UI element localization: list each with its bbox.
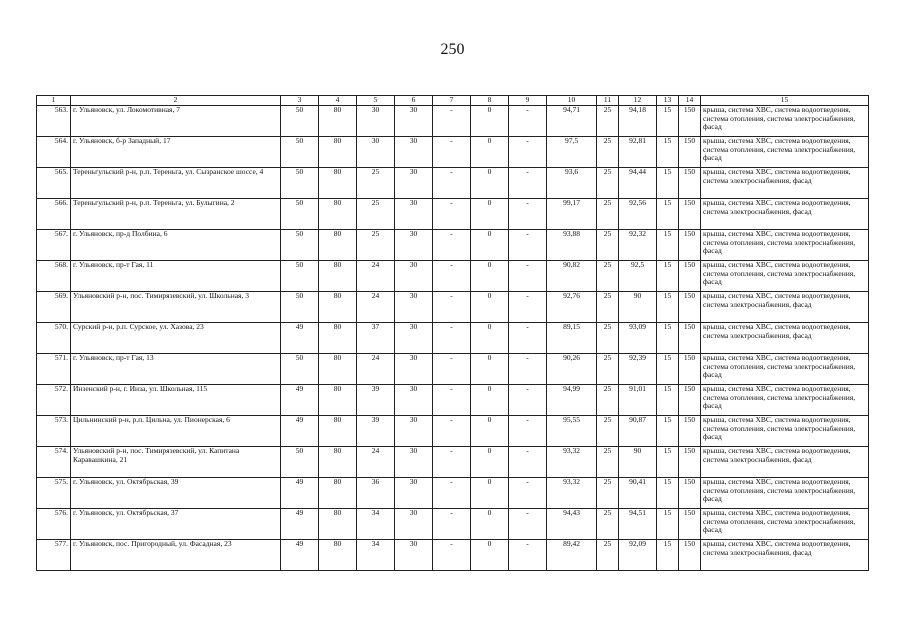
value-cell: -	[433, 230, 471, 261]
address-cell: г. Ульяновск, ул. Октябрьская, 39	[71, 478, 281, 509]
value-cell: 80	[319, 323, 357, 354]
value-cell: 30	[395, 540, 433, 571]
value-cell: 92,5	[619, 261, 657, 292]
value-cell: 89,15	[547, 323, 597, 354]
value-cell: 90,41	[619, 478, 657, 509]
works-cell: крыша, система ХВС, система водоотведения, система отопления, система электроснабжения, фасад	[701, 416, 869, 447]
value-cell: -	[433, 540, 471, 571]
value-cell: 15	[657, 137, 679, 168]
value-cell: -	[433, 447, 471, 478]
value-cell: -	[509, 509, 547, 540]
value-cell: 80	[319, 261, 357, 292]
value-cell: 49	[281, 478, 319, 509]
row-number: 575.	[37, 478, 71, 509]
value-cell: -	[509, 261, 547, 292]
value-cell: 93,09	[619, 323, 657, 354]
value-cell: 50	[281, 168, 319, 199]
value-cell: 0	[471, 385, 509, 416]
value-cell: 80	[319, 354, 357, 385]
value-cell: 15	[657, 447, 679, 478]
works-cell: крыша, система ХВС, система водоотведения, система отопления, система электроснабжения, фасад	[701, 230, 869, 261]
value-cell: 0	[471, 230, 509, 261]
value-cell: -	[509, 447, 547, 478]
value-cell: 30	[395, 137, 433, 168]
value-cell: 15	[657, 385, 679, 416]
value-cell: 150	[679, 323, 701, 354]
value-cell: 30	[395, 385, 433, 416]
value-cell: 80	[319, 447, 357, 478]
value-cell: 93,6	[547, 168, 597, 199]
row-number: 571.	[37, 354, 71, 385]
value-cell: 150	[679, 385, 701, 416]
column-header: 2	[71, 96, 281, 106]
value-cell: 25	[597, 106, 619, 137]
address-cell: г. Ульяновск, пр-д Полбина, 6	[71, 230, 281, 261]
value-cell: -	[433, 509, 471, 540]
value-cell: 80	[319, 540, 357, 571]
value-cell: 0	[471, 323, 509, 354]
value-cell: 15	[657, 168, 679, 199]
value-cell: -	[509, 478, 547, 509]
row-number: 576.	[37, 509, 71, 540]
value-cell: 30	[395, 261, 433, 292]
value-cell: -	[509, 354, 547, 385]
value-cell: 0	[471, 354, 509, 385]
works-cell: крыша, система ХВС, система водоотведения, система электроснабжения, фасад	[701, 447, 869, 478]
value-cell: 24	[357, 354, 395, 385]
value-cell: 93,32	[547, 478, 597, 509]
row-number: 574.	[37, 447, 71, 478]
value-cell: 0	[471, 106, 509, 137]
value-cell: 25	[597, 323, 619, 354]
works-cell: крыша, система ХВС, система водоотведения, система отопления, система электроснабжения, фасад	[701, 261, 869, 292]
value-cell: 25	[597, 261, 619, 292]
value-cell: 24	[357, 447, 395, 478]
value-cell: 0	[471, 292, 509, 323]
address-cell: Инзенский р-н, г. Инза, ул. Школьная, 115	[71, 385, 281, 416]
value-cell: 89,42	[547, 540, 597, 571]
value-cell: 15	[657, 540, 679, 571]
value-cell: 49	[281, 385, 319, 416]
column-header: 12	[619, 96, 657, 106]
table-row	[37, 292, 869, 323]
value-cell: 80	[319, 509, 357, 540]
value-cell: 150	[679, 354, 701, 385]
value-cell: -	[433, 323, 471, 354]
value-cell: 92,32	[619, 230, 657, 261]
value-cell: -	[509, 323, 547, 354]
value-cell: 25	[357, 199, 395, 230]
works-cell: крыша, система ХВС, система водоотведения, система электроснабжения, фасад	[701, 168, 869, 199]
value-cell: 90,82	[547, 261, 597, 292]
column-header: 9	[509, 96, 547, 106]
row-number: 563.	[37, 106, 71, 137]
value-cell: 50	[281, 447, 319, 478]
row-number: 577.	[37, 540, 71, 571]
value-cell: 80	[319, 385, 357, 416]
value-cell: 30	[395, 323, 433, 354]
value-cell: 150	[679, 199, 701, 230]
value-cell: 0	[471, 478, 509, 509]
address-cell: г. Ульяновск, ул. Октябрьская, 37	[71, 509, 281, 540]
value-cell: 25	[357, 168, 395, 199]
value-cell: -	[433, 478, 471, 509]
value-cell: 92,81	[619, 137, 657, 168]
works-cell: крыша, система ХВС, система водоотведения, система отопления, система электроснабжения, фасад	[701, 509, 869, 540]
value-cell: 15	[657, 354, 679, 385]
table-row	[37, 230, 869, 261]
value-cell: 80	[319, 292, 357, 323]
row-number: 570.	[37, 323, 71, 354]
value-cell: 39	[357, 416, 395, 447]
value-cell: 15	[657, 292, 679, 323]
value-cell: 25	[597, 230, 619, 261]
value-cell: 80	[319, 230, 357, 261]
value-cell: -	[509, 540, 547, 571]
value-cell: -	[509, 168, 547, 199]
value-cell: 25	[597, 199, 619, 230]
value-cell: 30	[395, 478, 433, 509]
value-cell: 25	[597, 292, 619, 323]
column-header: 8	[471, 96, 509, 106]
value-cell: 30	[395, 106, 433, 137]
column-header: 6	[395, 96, 433, 106]
column-header: 15	[701, 96, 869, 106]
table-row	[37, 354, 869, 385]
value-cell: 30	[395, 509, 433, 540]
column-header: 10	[547, 96, 597, 106]
data-table	[36, 95, 869, 571]
page-number: 250	[440, 41, 465, 58]
works-cell: крыша, система ХВС, система водоотведения, система электроснабжения, фасад	[701, 292, 869, 323]
value-cell: 0	[471, 199, 509, 230]
value-cell: 92,39	[619, 354, 657, 385]
table-row	[37, 385, 869, 416]
value-cell: -	[433, 416, 471, 447]
value-cell: 90,87	[619, 416, 657, 447]
value-cell: -	[509, 199, 547, 230]
value-cell: 25	[597, 385, 619, 416]
value-cell: 150	[679, 261, 701, 292]
works-cell: крыша, система ХВС, система водоотведения, система электроснабжения, фасад	[701, 199, 869, 230]
address-cell: Ульяновский р-н, пос. Тимирязевский, ул. Капитана Каравашкина, 21	[71, 447, 281, 478]
value-cell: 15	[657, 323, 679, 354]
works-cell: крыша, система ХВС, система водоотведения, система отопления, система электроснабжения, фасад	[701, 137, 869, 168]
value-cell: 25	[597, 137, 619, 168]
value-cell: 50	[281, 261, 319, 292]
value-cell: -	[433, 292, 471, 323]
value-cell: 80	[319, 168, 357, 199]
value-cell: 49	[281, 323, 319, 354]
value-cell: 80	[319, 199, 357, 230]
value-cell: 34	[357, 540, 395, 571]
value-cell: 90	[619, 292, 657, 323]
value-cell: 80	[319, 416, 357, 447]
value-cell: 50	[281, 199, 319, 230]
value-cell: 80	[319, 106, 357, 137]
value-cell: -	[509, 106, 547, 137]
table-row	[37, 106, 869, 137]
value-cell: 99,17	[547, 199, 597, 230]
table-row	[37, 540, 869, 571]
value-cell: -	[509, 292, 547, 323]
value-cell: 30	[395, 230, 433, 261]
value-cell: 80	[319, 137, 357, 168]
value-cell: 25	[597, 478, 619, 509]
value-cell: -	[509, 416, 547, 447]
value-cell: 30	[395, 199, 433, 230]
value-cell: 0	[471, 168, 509, 199]
value-cell: 0	[471, 137, 509, 168]
table-row	[37, 199, 869, 230]
address-cell: Цильнинский р-н, р.п. Цильна, ул. Пионерская, 6	[71, 416, 281, 447]
address-cell: г. Ульяновск, пр-т Гая, 11	[71, 261, 281, 292]
value-cell: 30	[395, 292, 433, 323]
value-cell: 49	[281, 509, 319, 540]
value-cell: -	[509, 230, 547, 261]
value-cell: 50	[281, 137, 319, 168]
value-cell: -	[433, 385, 471, 416]
row-number: 566.	[37, 199, 71, 230]
value-cell: 49	[281, 416, 319, 447]
address-cell: Тереньгульский р-н, р.п. Тереньга, ул. Булыгина, 2	[71, 199, 281, 230]
value-cell: 15	[657, 509, 679, 540]
value-cell: 0	[471, 509, 509, 540]
value-cell: 15	[657, 230, 679, 261]
value-cell: 150	[679, 106, 701, 137]
value-cell: 0	[471, 447, 509, 478]
value-cell: 24	[357, 292, 395, 323]
value-cell: 94,44	[619, 168, 657, 199]
value-cell: 30	[395, 416, 433, 447]
value-cell: 25	[597, 168, 619, 199]
value-cell: 92,76	[547, 292, 597, 323]
works-cell: крыша, система ХВС, система водоотведения, система отопления, система электроснабжения, фасад	[701, 385, 869, 416]
value-cell: 150	[679, 540, 701, 571]
value-cell: 91,01	[619, 385, 657, 416]
value-cell: 49	[281, 540, 319, 571]
value-cell: 15	[657, 199, 679, 230]
value-cell: 0	[471, 416, 509, 447]
value-cell: 94,71	[547, 106, 597, 137]
works-cell: крыша, система ХВС, система водоотведения, система отопления, система электроснабжения, фасад	[701, 106, 869, 137]
value-cell: 25	[597, 509, 619, 540]
value-cell: 36	[357, 478, 395, 509]
value-cell: 94,18	[619, 106, 657, 137]
value-cell: -	[433, 354, 471, 385]
value-cell: 150	[679, 416, 701, 447]
value-cell: 94,99	[547, 385, 597, 416]
table-row	[37, 261, 869, 292]
value-cell: 94,51	[619, 509, 657, 540]
row-number: 564.	[37, 137, 71, 168]
value-cell: 50	[281, 230, 319, 261]
row-number: 565.	[37, 168, 71, 199]
value-cell: 0	[471, 540, 509, 571]
value-cell: 50	[281, 354, 319, 385]
value-cell: -	[433, 106, 471, 137]
column-header: 11	[597, 96, 619, 106]
value-cell: 30	[395, 354, 433, 385]
value-cell: 93,88	[547, 230, 597, 261]
column-header: 14	[679, 96, 701, 106]
value-cell: 150	[679, 447, 701, 478]
address-cell: г. Ульяновск, б-р Западный, 17	[71, 137, 281, 168]
value-cell: 150	[679, 478, 701, 509]
address-cell: Сурский р-н, р.п. Сурское, ул. Хазова, 23	[71, 323, 281, 354]
value-cell: 150	[679, 509, 701, 540]
value-cell: 150	[679, 230, 701, 261]
value-cell: 80	[319, 478, 357, 509]
value-cell: -	[433, 261, 471, 292]
value-cell: 25	[597, 447, 619, 478]
table-body	[37, 106, 869, 571]
value-cell: 24	[357, 261, 395, 292]
value-cell: 15	[657, 416, 679, 447]
table-row	[37, 137, 869, 168]
value-cell: 92,56	[619, 199, 657, 230]
value-cell: 95,55	[547, 416, 597, 447]
column-header: 1	[37, 96, 71, 106]
column-header: 7	[433, 96, 471, 106]
table-row	[37, 416, 869, 447]
value-cell: 25	[357, 230, 395, 261]
value-cell: 97,5	[547, 137, 597, 168]
value-cell: 50	[281, 292, 319, 323]
column-header: 3	[281, 96, 319, 106]
table-row	[37, 478, 869, 509]
value-cell: -	[433, 137, 471, 168]
row-number: 569.	[37, 292, 71, 323]
value-cell: 30	[357, 137, 395, 168]
value-cell: 92,09	[619, 540, 657, 571]
address-cell: Ульяновский р-н, пос. Тимирязевский, ул. Школьная, 3	[71, 292, 281, 323]
value-cell: -	[509, 137, 547, 168]
works-cell: крыша, система ХВС, система водоотведения, система электроснабжения, фасад	[701, 323, 869, 354]
value-cell: 93,32	[547, 447, 597, 478]
value-cell: 90	[619, 447, 657, 478]
table-row	[37, 323, 869, 354]
works-cell: крыша, система ХВС, система водоотведения, система отопления, система электроснабжения, фасад	[701, 354, 869, 385]
table-row	[37, 447, 869, 478]
value-cell: 39	[357, 385, 395, 416]
value-cell: 15	[657, 106, 679, 137]
value-cell: 150	[679, 137, 701, 168]
row-number: 568.	[37, 261, 71, 292]
value-cell: 37	[357, 323, 395, 354]
column-header: 5	[357, 96, 395, 106]
table-row	[37, 509, 869, 540]
value-cell: 0	[471, 261, 509, 292]
column-header: 4	[319, 96, 357, 106]
value-cell: 94,43	[547, 509, 597, 540]
value-cell: 34	[357, 509, 395, 540]
table-row	[37, 168, 869, 199]
row-number: 573.	[37, 416, 71, 447]
value-cell: 25	[597, 354, 619, 385]
value-cell: 25	[597, 540, 619, 571]
value-cell: 15	[657, 261, 679, 292]
value-cell: 30	[357, 106, 395, 137]
value-cell: -	[433, 168, 471, 199]
address-cell: г. Ульяновск, ул. Локомотивная, 7	[71, 106, 281, 137]
value-cell: 90,26	[547, 354, 597, 385]
address-cell: Тереньгульский р-н, р.п. Тереньга, ул. Сызранское шоссе, 4	[71, 168, 281, 199]
address-cell: г. Ульяновск, пр-т Гая, 13	[71, 354, 281, 385]
value-cell: 30	[395, 447, 433, 478]
header-row	[37, 96, 869, 106]
value-cell: 30	[395, 168, 433, 199]
value-cell: -	[433, 199, 471, 230]
column-header: 13	[657, 96, 679, 106]
works-cell: крыша, система ХВС, система водоотведения, система электроснабжения, фасад	[701, 540, 869, 571]
works-cell: крыша, система ХВС, система водоотведения, система отопления, система электроснабжения, фасад	[701, 478, 869, 509]
value-cell: 25	[597, 416, 619, 447]
value-cell: 150	[679, 292, 701, 323]
value-cell: -	[509, 385, 547, 416]
address-cell: г. Ульяновск, пос. Пригородный, ул. Фасадная, 23	[71, 540, 281, 571]
row-number: 572.	[37, 385, 71, 416]
value-cell: 15	[657, 478, 679, 509]
value-cell: 50	[281, 106, 319, 137]
value-cell: 150	[679, 168, 701, 199]
row-number: 567.	[37, 230, 71, 261]
